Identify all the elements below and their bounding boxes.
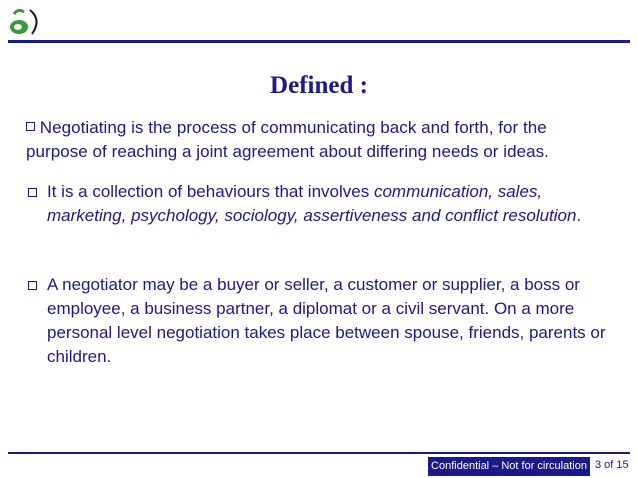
paragraph-line: purpose of reaching a joint agreement about differing needs or ideas. [26,142,549,161]
paragraph-text: It is a collection of behaviours that involves [47,182,374,201]
header-divider [8,40,630,43]
footer-divider [8,452,630,454]
company-logo [8,4,48,38]
paragraph-behaviours [28,180,618,228]
bullet-icon [28,281,37,290]
bullet-icon [26,122,35,131]
paragraph-negotiator [28,273,618,369]
paragraph-italic-text: communication, sales, marketing, psychology, sociology, assertiveness and conflict resolution [47,182,577,225]
page-number: 3 of 15 [595,459,629,471]
paragraph-definition [26,116,636,164]
paragraph-line: Negotiating is the process of communicating back and forth, for the [39,118,547,137]
paragraph-suffix: . [576,206,582,225]
confidential-label: Confidential – Not for circulation [428,457,590,476]
bullet-icon [28,188,37,197]
slide-title: Defined : [270,72,368,99]
paragraph-text: A negotiator may be a buyer or seller, a customer or supplier, a boss or employee, a business partner, a diplomat or a civil servant. On a more personal level negotiation takes place between spouse, friends, parents or children. [47,275,606,366]
